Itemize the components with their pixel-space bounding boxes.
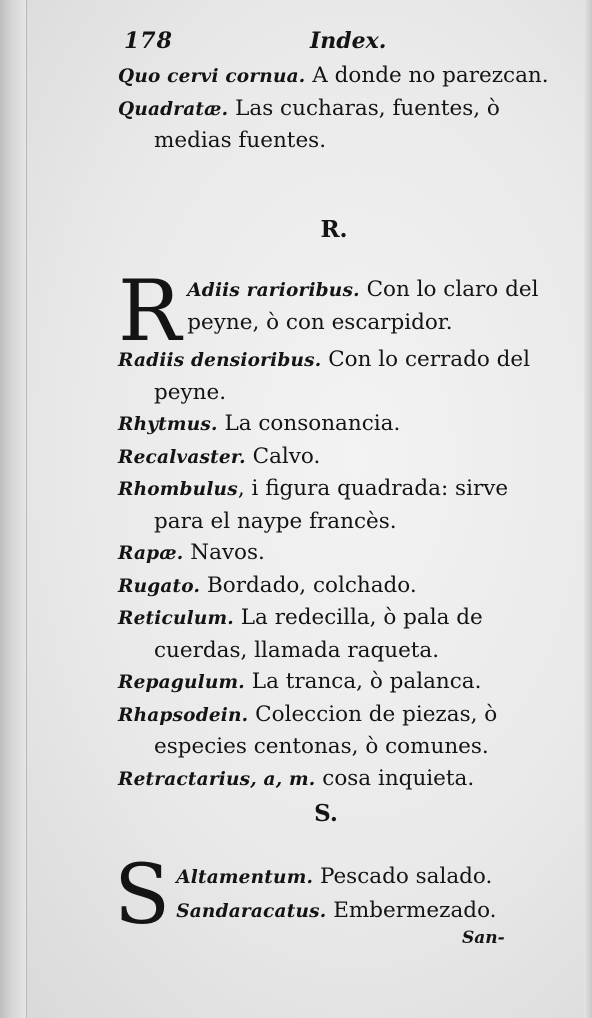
entry-text: La consonancia. <box>224 411 401 436</box>
section-heading-s: S. <box>314 800 338 827</box>
entry-continuation: peyne, ò con escarpidor. <box>187 309 453 335</box>
entry-text: Navos. <box>190 540 265 565</box>
page-header <box>118 28 518 58</box>
entry-lemma: Rhytmus. <box>118 414 218 435</box>
entry-text: Calvo. <box>252 443 321 469</box>
entry-text: Bordado, colchado. <box>207 572 417 598</box>
entry-text: Con lo cerrado del peyne. <box>154 347 531 405</box>
running-title: Index. <box>310 28 387 54</box>
entry-lemma: Reticulum. <box>118 608 234 629</box>
index-entry <box>118 570 562 603</box>
index-entry <box>114 860 558 894</box>
entry-lemma: Rugato. <box>118 575 201 597</box>
section-s <box>114 848 558 943</box>
index-entry <box>118 666 562 699</box>
entry-text: La tranca, ò palanca. <box>251 669 482 694</box>
index-entry <box>118 537 562 570</box>
entry-lemma: Sandaracatus. <box>176 901 327 922</box>
entry-text: Pescado salado. <box>319 864 493 889</box>
entry-text: La redecilla, ò pala de cuerdas, llamada raqueta. <box>154 605 483 663</box>
entry-text: Embermezado. <box>333 898 497 923</box>
entry-text: Las cucharas, fuentes, ò medias fuentes. <box>154 95 500 153</box>
entry-lemma: Rapæ. <box>118 543 184 564</box>
entry-text: , i figura quadrada: sirve para el naype francès. <box>154 476 509 534</box>
index-entry <box>118 60 558 93</box>
entry-text: Con lo claro del <box>366 277 539 302</box>
index-entry <box>118 473 562 537</box>
entry-lemma: Rhapsodein. <box>118 704 249 726</box>
index-entry <box>118 344 562 408</box>
page-gutter <box>0 0 27 1018</box>
index-entry <box>118 602 562 666</box>
entry-text: A donde no parezcan. <box>312 63 549 88</box>
index-entry <box>118 699 562 763</box>
index-entry <box>118 763 562 796</box>
entry-text: Coleccion de piezas, ò especies centonas, ò comunes. <box>154 701 498 759</box>
index-entry <box>114 894 558 928</box>
entry-lemma: Recalvaster. <box>118 446 246 468</box>
section-r <box>118 262 562 795</box>
entry-lemma: Quo cervi cornua. <box>118 66 306 87</box>
entries-r <box>118 344 562 795</box>
index-entry <box>118 408 562 441</box>
index-entry <box>118 93 558 157</box>
entry-lemma: Rhombulus <box>118 479 238 500</box>
index-entry <box>118 274 562 307</box>
entry-text: cosa inquieta. <box>322 765 475 791</box>
entry-lemma: Adiis rarioribus. <box>187 280 360 301</box>
dropcap-s: S <box>114 848 171 943</box>
entry-lemma: Retractarius, a, m. <box>118 768 316 790</box>
entry-lemma: Altamentum. <box>176 867 314 888</box>
entry-lemma: Radiis densioribus. <box>118 350 322 371</box>
entry-lemma: Repagulum. <box>118 672 245 693</box>
entry-lemma: Quadratæ. <box>118 98 229 120</box>
dropcap-r: R <box>118 262 182 360</box>
section-heading-r: R. <box>320 216 348 243</box>
page-number: 178 <box>124 28 173 54</box>
catchword: San- <box>462 928 505 948</box>
page-edge <box>584 0 592 1018</box>
entries-q <box>118 60 558 157</box>
index-entry <box>118 441 562 474</box>
